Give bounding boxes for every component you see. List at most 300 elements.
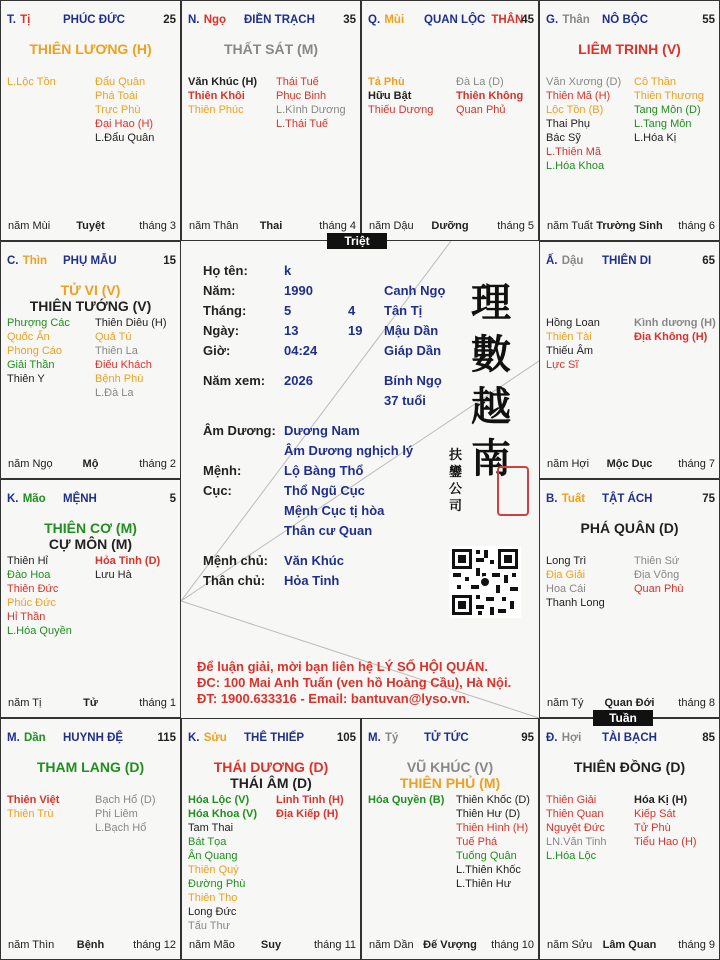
minor-star: Hỏa Tinh (D) xyxy=(95,555,161,567)
minor-star: Nguyệt Đức xyxy=(546,822,605,834)
hour-label: Giờ: xyxy=(203,343,231,358)
minor-star: Thiên Diêu (H) xyxy=(95,317,167,329)
main-star: THÁI ÂM (D) xyxy=(230,775,312,791)
minor-star: Thiên Hình (H) xyxy=(456,822,529,834)
minor-star: Bác Sỹ xyxy=(546,132,581,144)
palace-branch: Tý xyxy=(384,732,399,744)
palace-footer xyxy=(182,939,360,955)
palace-year: năm Tý xyxy=(547,697,584,709)
palace-stage: Tuyệt xyxy=(76,220,105,232)
minor-star: Hồng Loan xyxy=(546,317,600,329)
contact-line-2: ĐC: 100 Mai Anh Tuấn (ven hồ Hoàng Cầu), Hà Nội. xyxy=(197,675,512,690)
palace-year: năm Dần xyxy=(369,939,414,951)
palace-branch: Mùi xyxy=(384,14,405,26)
body-lord-label: Thân chủ: xyxy=(203,573,266,588)
palace-name-text: TỬ TỨC xyxy=(424,732,469,744)
palace-stem: N. xyxy=(188,14,200,26)
minor-star: Hóa Kị (H) xyxy=(634,794,688,806)
minor-star: Tam Thai xyxy=(188,822,234,834)
palace-age-number: 95 xyxy=(521,732,534,744)
qr-code-icon xyxy=(449,546,521,618)
cuc-value: Thổ Ngũ Cục xyxy=(284,483,365,498)
palace-month: tháng 3 xyxy=(139,220,176,232)
minor-star: Thiên Tài xyxy=(546,331,592,343)
palace-cell-4 xyxy=(0,241,181,479)
yinyang-label: Âm Dương: xyxy=(203,423,276,438)
palace-age-number: 105 xyxy=(336,732,356,744)
palace-footer xyxy=(1,220,180,236)
minor-star: Văn Khúc (H) xyxy=(188,76,258,88)
palace-cell-8 xyxy=(0,718,181,960)
palace-stem: K. xyxy=(7,493,19,505)
day-canchi: Mậu Dần xyxy=(384,323,439,338)
palace-cell-2 xyxy=(361,0,539,241)
palace-position xyxy=(188,14,226,26)
star-list-right xyxy=(95,793,181,835)
minor-star: L.Thiên Hư xyxy=(456,878,512,890)
minor-star: Thái Tuế xyxy=(276,76,319,88)
main-star: THIÊN TƯỚNG (V) xyxy=(29,298,152,314)
palace-cell-11 xyxy=(539,718,720,960)
minor-star: Địa Võng xyxy=(634,569,680,581)
palace-name-text: NÔ BỘC xyxy=(602,14,648,26)
palace-cell-3 xyxy=(539,0,720,241)
palace-month: tháng 8 xyxy=(678,697,715,709)
star-list-right xyxy=(456,75,539,117)
palace-stage: Dưỡng xyxy=(431,220,469,232)
palace-name xyxy=(244,14,315,26)
star-list-left xyxy=(546,793,632,863)
palace-branch: Tị xyxy=(20,14,31,26)
minor-star: Thiên Quan xyxy=(546,808,604,820)
minor-star: Bệnh Phù xyxy=(95,373,144,385)
minor-star: Phá Toái xyxy=(95,90,138,102)
minor-star: Tả Phù xyxy=(368,76,405,88)
palace-name-text: THIÊN DI xyxy=(602,255,652,267)
palace-stem: Đ. xyxy=(546,732,558,744)
star-list-right xyxy=(456,793,539,891)
palace-position xyxy=(368,732,398,744)
minor-star: Đại Hao (H) xyxy=(95,118,154,130)
star-list-right xyxy=(276,75,361,131)
palace-position xyxy=(546,255,583,267)
star-list-left xyxy=(546,316,632,372)
palace-name-text: MỆNH xyxy=(63,493,97,505)
minor-star: Hóa Lộc (V) xyxy=(188,794,250,806)
name-label: Họ tên: xyxy=(203,263,248,278)
minor-star: L.Hóa Khoa xyxy=(546,160,605,172)
palace-position xyxy=(188,732,227,744)
star-list-left xyxy=(368,793,454,807)
minor-star: Phượng Các xyxy=(7,317,70,329)
minor-star: L.Hóa Lộc xyxy=(546,850,597,862)
minor-star: Lưu Hà xyxy=(95,569,132,581)
minor-star: Đẩu Quân xyxy=(95,76,146,88)
main-star: LIÊM TRINH (V) xyxy=(578,41,681,57)
minor-star: Lộc Tồn (B) xyxy=(546,104,604,116)
palace-month: tháng 7 xyxy=(678,458,715,470)
year-label: Năm: xyxy=(203,283,236,298)
palace-footer xyxy=(362,939,538,955)
palace-year: năm Mão xyxy=(189,939,235,951)
palace-cell-7 xyxy=(539,479,720,718)
minor-star: Long Trì xyxy=(546,555,587,567)
hour-value: 04:24 xyxy=(284,343,318,358)
month-canchi: Tân Tị xyxy=(384,303,423,318)
palace-age-number: 65 xyxy=(702,255,715,267)
palace-age-number: 5 xyxy=(169,493,176,505)
calligraphy-char-4: 南 xyxy=(471,435,511,482)
minor-star: L.Hóa Kị xyxy=(634,132,677,144)
center-info-panel xyxy=(181,241,539,718)
palace-age-number: 55 xyxy=(702,14,715,26)
palace-name xyxy=(63,732,123,744)
minor-star: Hoa Cái xyxy=(546,583,586,595)
minor-star: Thiên Giải xyxy=(546,794,597,806)
palace-stem: Q. xyxy=(368,14,381,26)
star-list-left xyxy=(546,75,632,173)
palace-footer xyxy=(1,458,180,474)
minor-star: L.Thái Tuế xyxy=(276,118,328,130)
main-star: CỰ MÔN (M) xyxy=(48,536,133,552)
palace-name xyxy=(63,493,97,505)
minor-star: Thiếu Dương xyxy=(368,104,434,116)
calligraphy-char-2: 數 xyxy=(471,331,511,378)
month-solar: 5 xyxy=(284,303,292,318)
minor-star: Trực Phù xyxy=(95,104,141,116)
palace-year: năm Ngọ xyxy=(8,458,53,470)
minor-star: Thiên Khốc (D) xyxy=(456,794,530,806)
palace-month: tháng 6 xyxy=(678,220,715,232)
minor-star: Đà La (D) xyxy=(456,76,504,88)
palace-year: năm Tị xyxy=(8,697,42,709)
palace-footer xyxy=(362,220,538,236)
minor-star: Thiên Đức xyxy=(7,583,59,595)
minor-star: Thiên Việt xyxy=(7,794,60,806)
minor-star: Thanh Long xyxy=(546,597,605,609)
than-cu-value: Thân cư Quan xyxy=(284,523,373,538)
cuc-label: Cục: xyxy=(203,483,232,498)
star-list-left xyxy=(188,793,274,933)
palace-year: năm Hợi xyxy=(547,458,590,470)
age-value: 37 tuổi xyxy=(384,393,426,408)
yinyang-value: Dương Nam xyxy=(284,423,360,438)
star-list-left xyxy=(7,316,93,386)
minor-star: Tiểu Hao (H) xyxy=(634,836,697,848)
view-year-value: 2026 xyxy=(284,373,313,388)
palace-year: năm Thìn xyxy=(8,939,55,951)
minor-star: L.Tang Môn xyxy=(634,118,692,130)
star-list-left xyxy=(7,75,93,89)
day-solar: 13 xyxy=(284,323,299,338)
palace-position xyxy=(7,732,46,744)
palace-position xyxy=(7,14,30,26)
minor-star: Thiên Sứ xyxy=(634,555,680,567)
minor-star: Thiên Trù xyxy=(7,808,54,820)
palace-name-text: HUYNH ĐỆ xyxy=(63,732,124,744)
palace-name-text: TẬT ÁCH xyxy=(602,493,653,505)
palace-year: năm Dậu xyxy=(369,220,414,232)
minor-star: L.Lộc Tồn xyxy=(7,76,56,88)
minor-star: Bạch Hổ (D) xyxy=(95,794,156,806)
minor-star: Tuống Quân xyxy=(456,850,517,862)
palace-stem: K. xyxy=(188,732,200,744)
month-label: Tháng: xyxy=(203,303,247,318)
minor-star: Thiên La xyxy=(95,345,138,357)
day-lunar: 19 xyxy=(348,323,363,338)
star-list-right xyxy=(276,793,361,821)
star-list-left xyxy=(7,554,93,638)
minor-star: Quả Tú xyxy=(95,331,132,343)
palace-month: tháng 9 xyxy=(678,939,715,951)
yinyang-note: Âm Dương nghịch lý xyxy=(284,443,414,458)
minor-star: Linh Tinh (H) xyxy=(276,794,344,806)
minor-star: Kình dương (H) xyxy=(634,317,716,329)
palace-stem: G. xyxy=(546,14,559,26)
palace-cell-6 xyxy=(0,479,181,718)
palace-month: tháng 2 xyxy=(139,458,176,470)
calligraphy-char-1: 理 xyxy=(471,279,511,326)
minor-star: Thiên Thương xyxy=(634,90,705,102)
palace-year: năm Mùi xyxy=(8,220,51,232)
palace-age-number: 45 xyxy=(521,14,534,26)
minor-star: Đào Hoa xyxy=(7,569,51,581)
palace-footer xyxy=(1,697,180,713)
minor-star: Long Đức xyxy=(188,906,237,918)
star-list-right xyxy=(95,75,181,145)
view-year-canchi: Bính Ngọ xyxy=(384,373,442,388)
star-list-right xyxy=(634,793,720,849)
palace-stage: Bệnh xyxy=(76,939,105,951)
minor-star: Thiên Quý xyxy=(188,864,239,876)
star-list-right xyxy=(634,554,720,596)
minor-star: L.Đẩu Quân xyxy=(95,132,155,144)
palace-name xyxy=(424,14,523,26)
palace-stage: Mộ xyxy=(82,458,99,470)
year-canchi: Canh Ngọ xyxy=(384,283,446,298)
palace-footer xyxy=(540,939,719,955)
palace-month: tháng 12 xyxy=(133,939,176,951)
minor-star: L.Thiên Mã xyxy=(546,146,602,158)
palace-stem: T. xyxy=(7,14,16,26)
star-list-right xyxy=(95,554,181,582)
palace-name-text: PHÚC ĐỨC xyxy=(63,14,125,26)
palace-footer xyxy=(540,458,719,474)
palace-name xyxy=(63,255,117,267)
palace-footer xyxy=(1,939,180,955)
palace-month: tháng 11 xyxy=(313,939,356,951)
contact-line-1: Để luận giải, mời bạn liên hệ LÝ SỐ HỘI QUÁN. xyxy=(197,659,488,674)
main-star: THIÊN ĐỒNG (D) xyxy=(573,759,686,775)
star-list-left xyxy=(546,554,632,610)
star-list-right xyxy=(95,316,181,400)
name-value: k xyxy=(284,263,292,278)
palace-branch: Ngọ xyxy=(203,14,227,26)
palace-name xyxy=(602,732,657,744)
palace-year: năm Tuất xyxy=(547,220,593,232)
palace-name-text: ĐIỀN TRẠCH xyxy=(244,14,315,26)
palace-month: tháng 5 xyxy=(497,220,534,232)
palace-branch: Tuất xyxy=(561,493,586,505)
palace-age-number: 15 xyxy=(163,255,176,267)
star-list-left xyxy=(7,793,93,821)
palace-footer xyxy=(540,220,719,236)
palace-stage: Trường Sinh xyxy=(596,220,663,232)
minor-star: Thiên Không xyxy=(456,90,524,102)
minor-star: Cô Thần xyxy=(634,76,676,88)
minor-star: Phong Cáo xyxy=(7,345,63,357)
minor-star: Văn Xương (D) xyxy=(546,76,622,88)
red-seal-stamp xyxy=(497,466,529,516)
palace-month: tháng 4 xyxy=(319,220,356,232)
minor-star: Kiếp Sát xyxy=(634,808,676,820)
minor-star: Đường Phù xyxy=(188,878,246,890)
main-star: THẤT SÁT (M) xyxy=(223,41,319,57)
palace-month: tháng 1 xyxy=(139,697,176,709)
minor-star: Quan Phù xyxy=(634,583,684,595)
palace-stem: M. xyxy=(7,732,20,744)
minor-star: Thiên Hỉ xyxy=(7,555,48,567)
minor-star: Tang Môn (D) xyxy=(634,104,701,116)
main-star: THAM LANG (D) xyxy=(36,759,145,775)
palace-stage: Mộc Dục xyxy=(606,458,653,470)
day-label: Ngày: xyxy=(203,323,240,338)
minor-star: Giải Thần xyxy=(7,359,55,371)
palace-name xyxy=(424,732,469,744)
minor-star: Tử Phù xyxy=(634,822,671,834)
palace-name xyxy=(602,255,651,267)
palace-name xyxy=(63,14,125,26)
calligraphy-char-3: 越 xyxy=(471,383,511,430)
body-palace-marker: THÂN xyxy=(491,14,524,26)
palace-cell-0 xyxy=(0,0,181,241)
minor-star: Phúc Đức xyxy=(7,597,56,609)
hour-canchi: Giáp Dần xyxy=(384,343,442,358)
minor-star: Tấu Thư xyxy=(188,920,231,932)
palace-year: năm Thân xyxy=(189,220,239,232)
palace-branch: Hợi xyxy=(561,732,582,744)
palace-branch: Dần xyxy=(23,732,46,744)
main-star: TỬ VI (V) xyxy=(60,282,121,298)
palace-stem: C. xyxy=(7,255,19,267)
palace-branch: Sửu xyxy=(203,732,227,744)
main-star: THÁI DƯƠNG (D) xyxy=(213,759,329,775)
minor-star: Hóa Khoa (V) xyxy=(188,808,258,820)
palace-stem: B. xyxy=(546,493,558,505)
minor-star: Thiên Y xyxy=(7,373,45,385)
palace-stage: Thai xyxy=(259,220,283,232)
minor-star: Phục Binh xyxy=(276,90,327,102)
palace-position xyxy=(7,255,47,267)
palace-name xyxy=(244,732,304,744)
minor-star: Hỉ Thần xyxy=(7,611,46,623)
minor-star: Địa Kiếp (H) xyxy=(276,808,339,820)
palace-branch: Thân xyxy=(562,14,590,26)
triet-marker: Triệt xyxy=(327,233,387,249)
cuc-note: Mệnh Cục tị hòa xyxy=(284,503,385,518)
palace-branch: Dậu xyxy=(561,255,584,267)
palace-branch: Mão xyxy=(22,493,46,505)
star-list-right xyxy=(634,75,720,145)
main-star: PHÁ QUÂN (D) xyxy=(580,520,679,536)
palace-stem: M. xyxy=(368,732,381,744)
minor-star: Thai Phụ xyxy=(546,118,591,130)
palace-month: tháng 10 xyxy=(491,939,534,951)
tuan-marker: Tuần xyxy=(593,710,653,726)
palace-cell-9 xyxy=(181,718,361,960)
palace-position xyxy=(7,493,46,505)
minor-star: L.Bạch Hổ xyxy=(95,822,147,834)
palace-name-text: QUAN LỘC xyxy=(424,14,486,26)
minor-star: Địa Không (H) xyxy=(634,331,708,343)
palace-stage: Lâm Quan xyxy=(602,939,657,951)
palace-stage: Suy xyxy=(260,939,282,951)
minor-star: Địa Giải xyxy=(546,569,586,581)
month-lunar: 4 xyxy=(348,303,356,318)
palace-cell-5 xyxy=(539,241,720,479)
palace-age-number: 35 xyxy=(343,14,356,26)
palace-name-text: THÊ THIẾP xyxy=(244,732,305,744)
minor-star: Thiên Thọ xyxy=(188,892,238,904)
minor-star: Lực Sĩ xyxy=(546,359,579,371)
minor-star: Quốc Ấn xyxy=(7,331,50,343)
palace-stem: Ấ. xyxy=(546,255,558,267)
destiny-lord-label: Mệnh chủ: xyxy=(203,553,268,568)
minor-star: Quan Phủ xyxy=(456,104,506,116)
minor-star: Hóa Quyền (B) xyxy=(368,794,445,806)
star-list-left xyxy=(188,75,274,117)
palace-cell-10 xyxy=(361,718,539,960)
palace-age-number: 75 xyxy=(702,493,715,505)
palace-stage: Đế Vượng xyxy=(423,939,477,951)
palace-age-number: 25 xyxy=(163,14,176,26)
palace-position xyxy=(546,14,590,26)
palace-age-number: 85 xyxy=(702,732,715,744)
palace-name-text: TÀI BẠCH xyxy=(602,732,657,744)
destiny-lord-value: Văn Khúc xyxy=(284,553,344,568)
palace-position xyxy=(546,493,585,505)
minor-star: Tuế Phá xyxy=(456,836,498,848)
palace-cell-1 xyxy=(181,0,361,241)
main-star: THIÊN CƠ (M) xyxy=(44,520,137,536)
minor-star: LN.Văn Tinh xyxy=(546,836,607,848)
minor-star: Phi Liêm xyxy=(95,808,138,820)
minor-star: L.Thiên Khốc xyxy=(456,864,521,876)
palace-stage: Tử xyxy=(83,697,98,709)
palace-position xyxy=(368,14,404,26)
palace-name xyxy=(602,14,648,26)
minor-star: Bát Tọa xyxy=(188,836,227,848)
star-list-right xyxy=(634,316,720,344)
destiny-label: Mệnh: xyxy=(203,463,242,478)
minor-star: Ân Quang xyxy=(188,850,238,862)
year-value: 1990 xyxy=(284,283,313,298)
main-star: THIÊN LƯƠNG (H) xyxy=(29,41,152,57)
minor-star: L.Đà La xyxy=(95,387,134,399)
palace-name-text: PHỤ MẪU xyxy=(63,255,117,267)
minor-star: Thiên Mã (H) xyxy=(546,90,611,102)
palace-stage: Quan Đới xyxy=(604,697,655,709)
body-lord-value: Hỏa Tinh xyxy=(284,573,340,588)
calligraphy-small-text: 扶鑾公司 xyxy=(449,448,463,514)
destiny-value: Lộ Bàng Thổ xyxy=(284,463,364,478)
minor-star: Thiên Phúc xyxy=(188,104,244,116)
palace-branch: Thìn xyxy=(22,255,47,267)
minor-star: Điếu Khách xyxy=(95,359,152,371)
palace-age-number: 115 xyxy=(157,732,176,744)
minor-star: Thiên Khôi xyxy=(188,90,245,102)
main-star: VŨ KHÚC (V) xyxy=(406,759,494,775)
